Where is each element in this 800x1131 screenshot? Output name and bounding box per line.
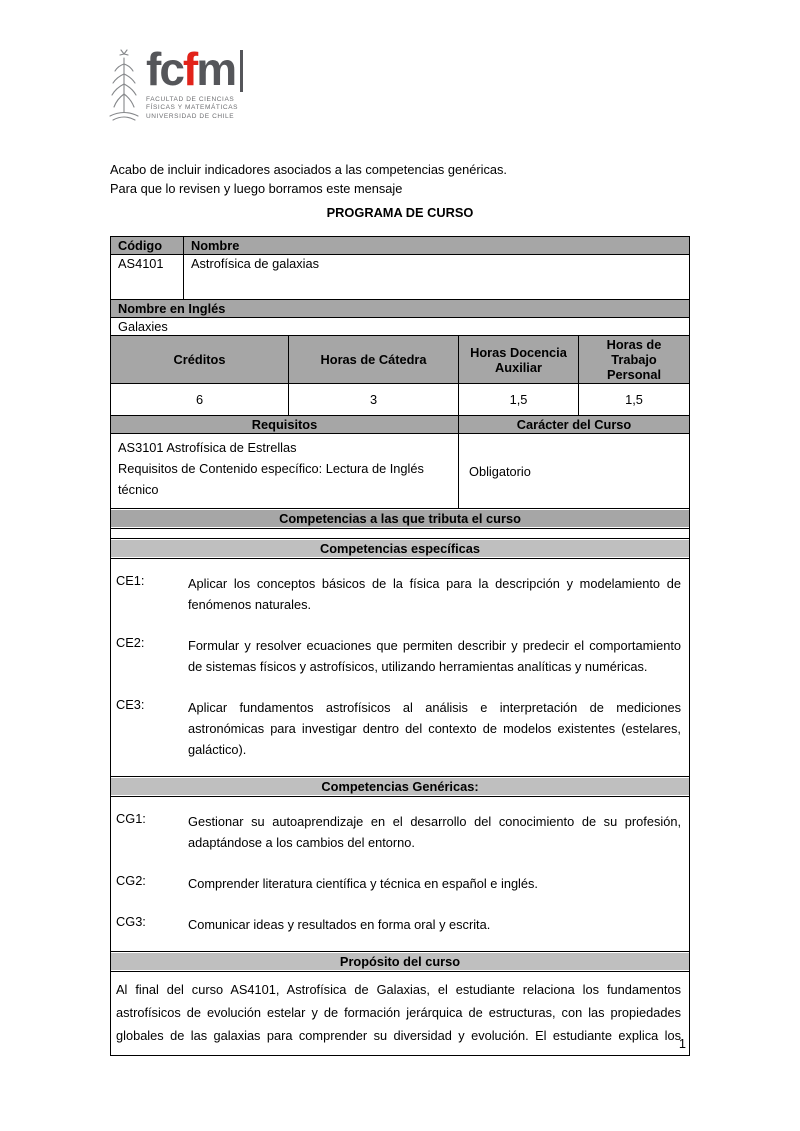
creditos-header-cell: Créditos	[111, 336, 288, 383]
ce1-text: Aplicar los conceptos básicos de la física para la descripción y modelamiento de fenómenos naturales.	[188, 576, 681, 612]
caracter-value-cell: Obligatorio	[458, 434, 689, 508]
requisitos-line-1: AS3101 Astrofísica de Estrellas	[118, 440, 297, 455]
especificas-body-cell	[111, 559, 689, 776]
list-item-cg1	[116, 811, 681, 853]
requisitos-value-cell	[111, 434, 458, 508]
ce2-text: Formular y resolver ecuaciones que permiten describir y predecir el comportamiento de sistemas físicos y astrofísicos, utilizando herramientas analíticas y numéricas.	[188, 638, 681, 674]
horas-docencia-header-cell: Horas Docencia Auxiliar	[458, 336, 578, 383]
wordmark-red-letter: f	[182, 43, 197, 95]
note-line-1: Acabo de incluir indicadores asociados a las competencias genéricas.	[110, 162, 507, 177]
cg2-label: CG2:	[116, 873, 146, 888]
creditos-value-cell: 6	[195, 392, 204, 407]
proposito-body-cell	[111, 972, 689, 1055]
document-content	[110, 160, 690, 1056]
genericas-header-cell: Competencias Genéricas:	[111, 778, 689, 795]
wordmark-part1: fc	[146, 43, 183, 95]
cg1-text: Gestionar su autoaprendizaje en el desarrollo del conocimiento de su profesión, adaptándose a los cambios del entorno.	[188, 814, 681, 850]
ce3-text: Aplicar fundamentos astrofísicos al análisis e interpretación de mediciones astronómicas para investigar dentro del contexto de modelos existentes (estelares, galáctico).	[188, 700, 681, 757]
logo-bar	[240, 50, 243, 92]
logo-caption	[146, 96, 243, 121]
fcfm-wordmark	[146, 43, 243, 95]
table-row-proposito-header	[110, 951, 690, 972]
table-row-requisitos-values	[110, 433, 690, 509]
note-line-2: Para que lo revisen y luego borramos este mensaje	[110, 181, 403, 196]
horas-catedra-value-cell: 3	[288, 384, 458, 415]
fcfm-logo	[106, 43, 243, 135]
table-row-code-values	[110, 254, 690, 300]
table-row-especificas-header	[110, 538, 690, 559]
table-row-requisitos-header	[110, 415, 690, 434]
proposito-text: Al final del curso AS4101, Astrofísica de Galaxias, el estudiante relaciona los fundamentos astrofísicos de evolución estelar y de formación jerárquica de estructuras, con las propiedades globales de las galaxias para comprender su diversidad y evolución. El estudiante explica los	[116, 982, 681, 1043]
table-row-especificas-body	[110, 558, 690, 777]
horas-trabajo-header-cell: Horas de Trabajo Personal	[578, 336, 689, 383]
tree-emblem-icon	[106, 48, 142, 135]
logo-caption-line3: UNIVERSIDAD DE CHILE	[146, 112, 235, 120]
table-row-proposito-body	[110, 971, 690, 1056]
list-item-ce2	[116, 635, 681, 677]
codigo-value-cell: AS4101	[118, 256, 164, 271]
table-row-hours-header	[110, 335, 690, 384]
nombre-ingles-value-cell: Galaxies	[118, 319, 168, 334]
caracter-header-cell: Carácter del Curso	[458, 416, 689, 433]
cg1-label: CG1:	[116, 811, 146, 826]
table-row-genericas-body	[110, 796, 690, 952]
page-number: 1	[678, 1036, 686, 1051]
ce1-label: CE1:	[116, 573, 145, 588]
nombre-value-cell: Astrofísica de galaxias	[183, 255, 689, 299]
requisitos-line-2: Requisitos de Contenido específico: Lectura de Inglés técnico	[118, 461, 424, 497]
logo-caption-line1: FACULTAD DE CIENCIAS	[146, 95, 235, 103]
document-title: PROGRAMA DE CURSO	[326, 205, 474, 220]
ce2-label: CE2:	[116, 635, 145, 650]
especificas-header-cell: Competencias específicas	[111, 540, 689, 557]
horas-trabajo-value-cell: 1,5	[578, 384, 689, 415]
cg2-text: Comprender literatura científica y técnica en español e inglés.	[188, 876, 538, 891]
horas-catedra-header-cell: Horas de Cátedra	[288, 336, 458, 383]
ce3-label: CE3:	[116, 697, 145, 712]
table-row-english-value	[110, 317, 690, 336]
wordmark-part2: m	[196, 43, 236, 95]
list-item-cg2	[116, 873, 681, 894]
nombre-header-cell: Nombre	[183, 237, 689, 254]
competencias-header-cell: Competencias a las que tributa el curso	[111, 510, 689, 527]
table-row-hours-values	[110, 383, 690, 416]
nombre-ingles-header-cell: Nombre en Inglés	[111, 300, 689, 317]
table-row-competencias-header	[110, 508, 690, 529]
logo-caption-line2: FÍSICAS Y MATEMÁTICAS	[146, 104, 239, 112]
cg3-label: CG3:	[116, 914, 146, 929]
list-item-ce1	[116, 573, 681, 615]
cg3-text: Comunicar ideas y resultados en forma oral y escrita.	[188, 917, 491, 932]
list-item-ce3	[116, 697, 681, 760]
requisitos-header-cell: Requisitos	[111, 416, 458, 433]
genericas-body-cell	[111, 797, 689, 951]
table-row-code-header	[110, 236, 690, 255]
table-row-genericas-header	[110, 776, 690, 797]
proposito-header-cell: Propósito del curso	[111, 953, 689, 970]
horas-docencia-value-cell: 1,5	[458, 384, 578, 415]
table-row-english-header	[110, 299, 690, 318]
codigo-header-cell: Código	[111, 237, 183, 254]
list-item-cg3	[116, 914, 681, 935]
course-table	[110, 236, 690, 1056]
